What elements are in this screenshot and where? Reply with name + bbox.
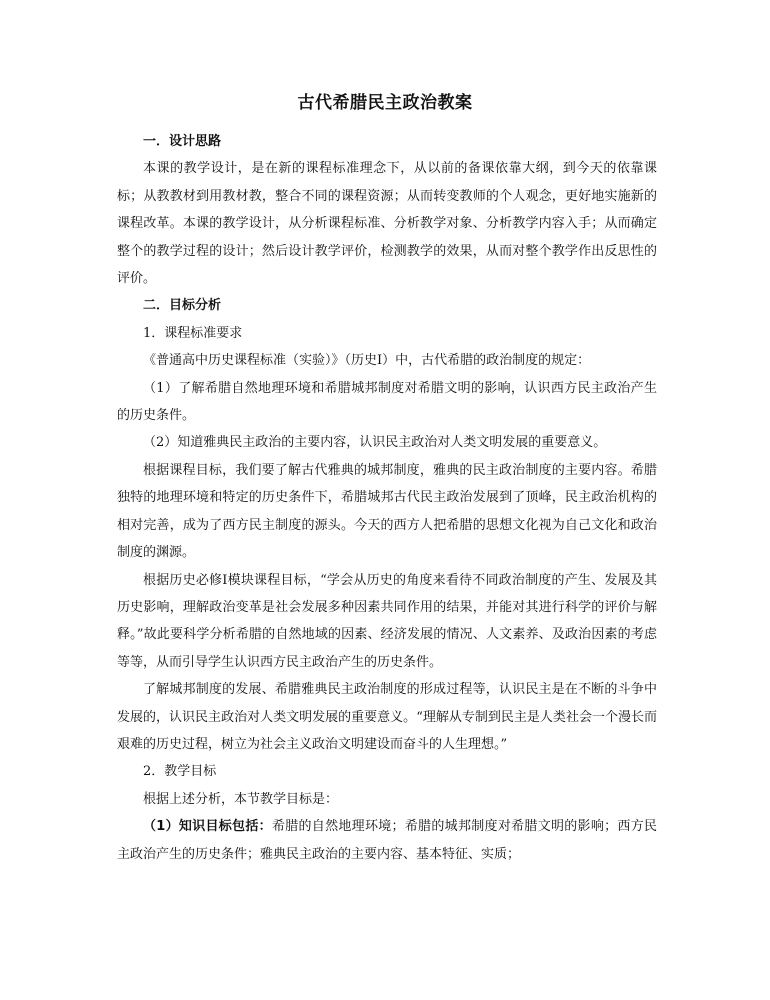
paragraph-understanding: 了解城邦制度的发展、希腊雅典民主政治制度的形成过程等，认识民主是在不断的斗争中发展的，认识民主政治对人类文明发展的重要意义。“理解从专制到民主是人类社会一个漫长而艰难的历史过程，树立为社会主义政治文明建设而奋斗的人生理想。” bbox=[117, 682, 657, 752]
paragraph-course-goal: 根据课程目标，我们要了解古代雅典的城邦制度，雅典的民主政治制度的主要内容。希腊独特的地理环境和特定的历史条件下，希腊城邦古代民主政治发展到了顶峰，民主政治机构的相对完善，成为了西方民主制度的源头。今天的西方人把希腊的思想文化视为自己文化和政治制度的渊源。 bbox=[117, 462, 657, 561]
knowledge-goal-label: （1）知识目标包括： bbox=[143, 819, 272, 835]
paragraph-requirement-1: （1）了解希腊自然地理环境和希腊城邦制度对希腊文明的影响，认识西方民主政治产生的历史条件。 bbox=[117, 380, 657, 424]
paragraph-design-idea: 本课的教学设计，是在新的课程标准理念下，从以前的备课依靠大纲，到今天的依靠课标；从教教材到用教材教，整合不同的课程资源；从而转变教师的个人观念，更好地实施新的课程改革。本课的教学设计，从分析课程标准、分析教学对象、分析教学内容入手；从而确定整个的教学过程的设计；然后设计教学评价，检测教学的效果，从而对整个教学作出反思性的评价。 bbox=[117, 161, 657, 287]
subheading-curriculum-standard: 1．课程标准要求 bbox=[143, 325, 243, 341]
paragraph-requirement-2: （2）知道雅典民主政治的主要内容，认识民主政治对人类文明发展的重要意义。 bbox=[143, 435, 607, 451]
subheading-teaching-goal: 2．教学目标 bbox=[143, 764, 217, 780]
paragraph-goal-intro: 根据上述分析，本节教学目标是： bbox=[143, 791, 339, 807]
document-body bbox=[117, 128, 657, 868]
document-title: 古代希腊民主政治教案 bbox=[297, 93, 473, 113]
section-heading-design: 一．设计思路 bbox=[143, 134, 222, 149]
paragraph-module-goal: 根据历史必修Ⅰ模块课程目标，“学会从历史的角度来看待不同政治制度的产生、发展及其历史影响，理解政治变革是社会发展多种因素共同作用的结果，并能对其进行科学的评价与解释。”故此要科学分析希腊的自然地域的因素、经济发展的情况、人文素养、及政治因素的考虑等等，从而引导学生认识西方民主政治产生的历史条件。 bbox=[117, 572, 657, 670]
section-heading-goal-analysis: 二．目标分析 bbox=[143, 298, 222, 314]
paragraph-knowledge-goal bbox=[117, 813, 657, 868]
paragraph-standard-intro: 《普通高中历史课程标准（实验）》（历史Ⅰ）中，古代希腊的政治制度的规定： bbox=[143, 353, 591, 369]
knowledge-goal-text: 希腊的自然地理环境；希腊的城邦制度对希腊文明的影响；西方民主政治产生的历史条件；雅典民主政治的主要内容、基本特征、实质； bbox=[117, 819, 657, 862]
